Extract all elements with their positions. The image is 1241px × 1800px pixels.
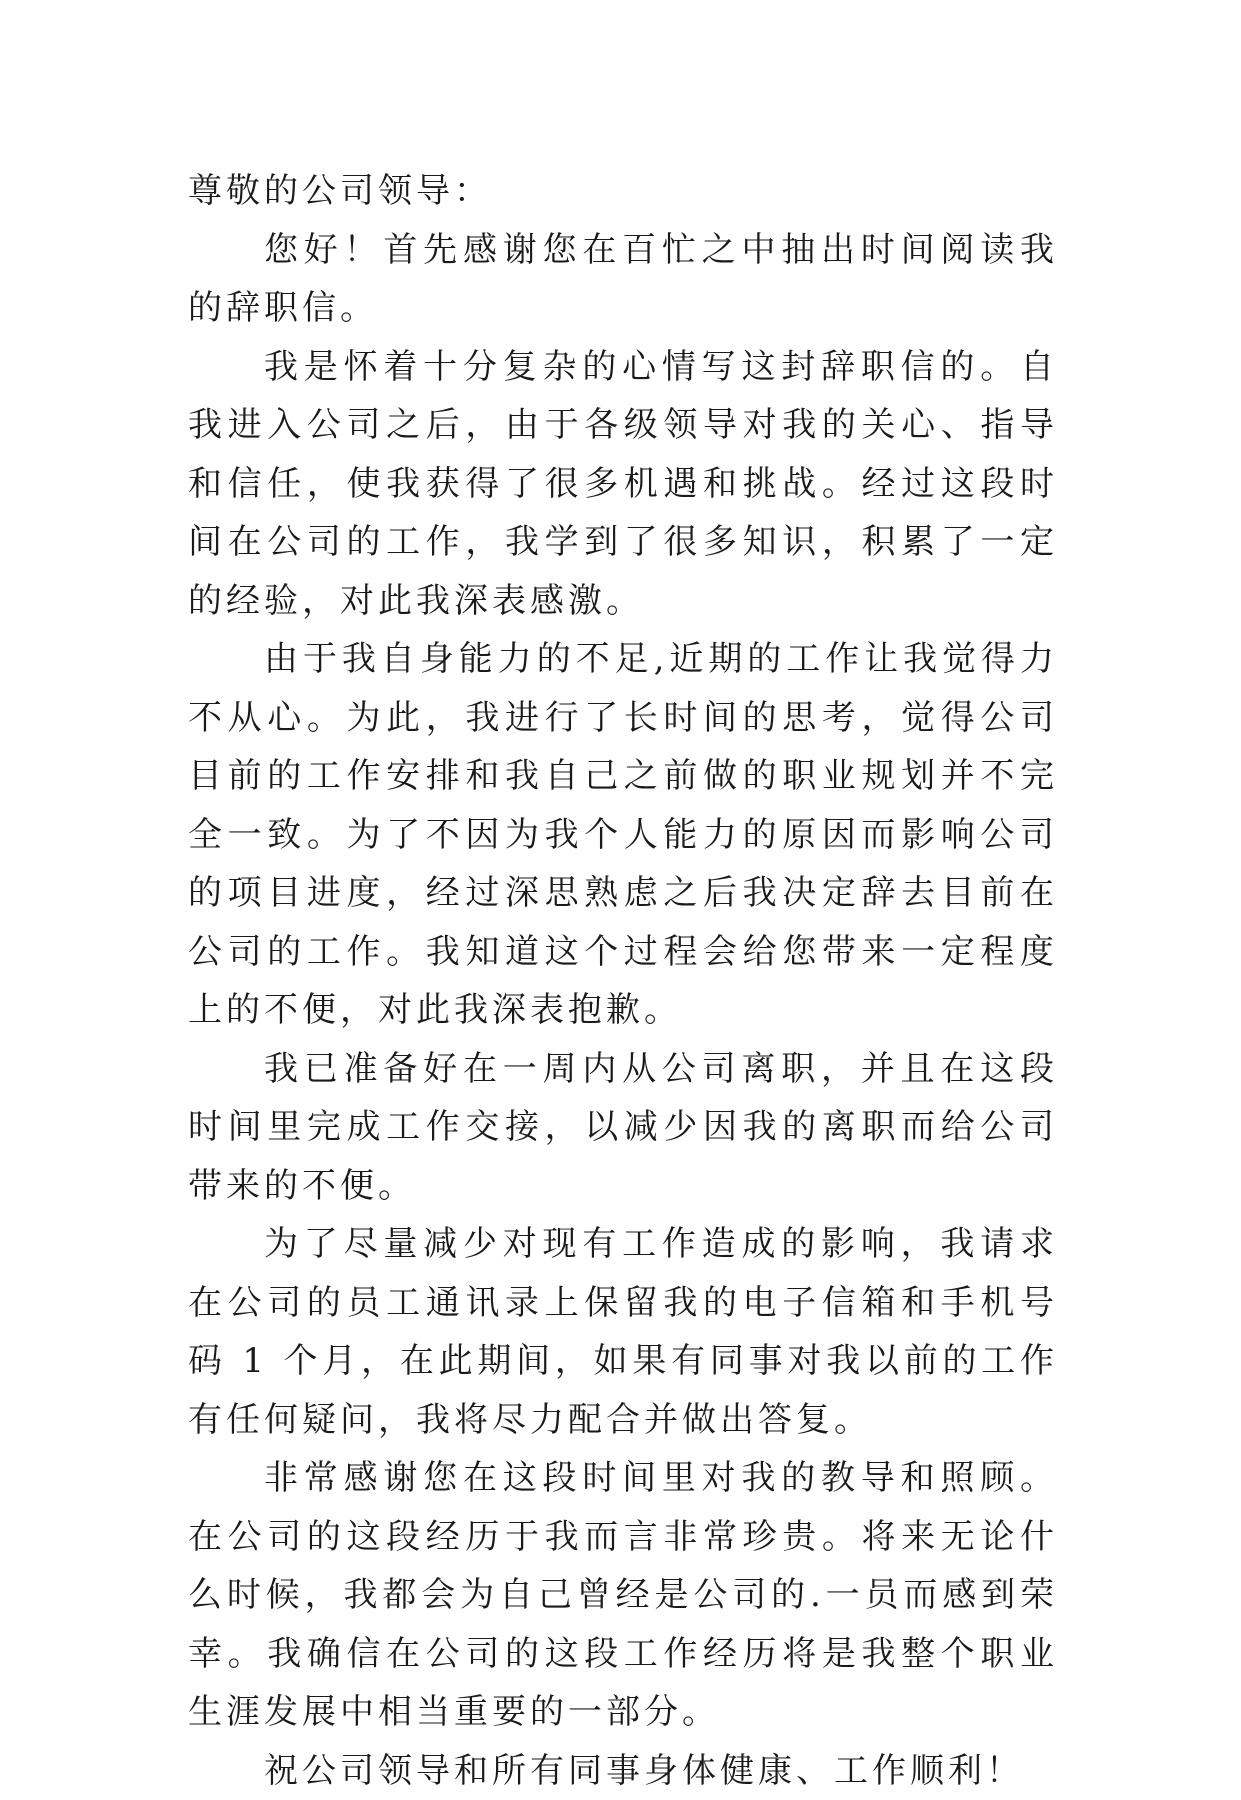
paragraph-handover: 我已准备好在一周内从公司离职，并且在这段时间里完成工作交接，以减少因我的离职而给公司带来的不便。	[188, 1040, 1058, 1216]
paragraph-gratitude: 我是怀着十分复杂的心情写这封辞职信的。自我进入公司之后，由于各级领导对我的关心、指导和信任，使我获得了很多机遇和挑战。经过这段时间在公司的工作，我学到了很多知识，积累了一定的经验，对此我深表感激。	[188, 338, 1058, 631]
paragraph-contact-request: 为了尽量减少对现有工作造成的影响，我请求在公司的员工通讯录上保留我的电子信箱和手机号码 1 个月，在此期间，如果有同事对我以前的工作有任何疑问，我将尽力配合并做出答复。	[188, 1215, 1058, 1449]
paragraph-thanks: 非常感谢您在这段时间里对我的教导和照顾。在公司的这段经历于我而言非常珍贵。将来无论什么时候，我都会为自己曾经是公司的.一员而感到荣幸。我确信在公司的这段工作经历将是我整个职业生涯发展中相当重要的一部分。	[188, 1449, 1058, 1742]
paragraph-closing-wish: 祝公司领导和所有同事身体健康、工作顺利！	[188, 1742, 1058, 1800]
paragraph-reason: 由于我自身能力的不足,近期的工作让我觉得力不从心。为此，我进行了长时间的思考，觉得公司目前的工作安排和我自己之前做的职业规划并不完全一致。为了不因为我个人能力的原因而影响公司的项目进度，经过深思熟虑之后我决定辞去目前在公司的工作。我知道这个过程会给您带来一定程度上的不便，对此我深表抱歉。	[188, 630, 1058, 1040]
resignation-letter	[188, 162, 1058, 1800]
paragraph-greeting: 您好！首先感谢您在百忙之中抽出时间阅读我的辞职信。	[188, 221, 1058, 338]
letter-salutation: 尊敬的公司领导：	[188, 162, 1058, 221]
